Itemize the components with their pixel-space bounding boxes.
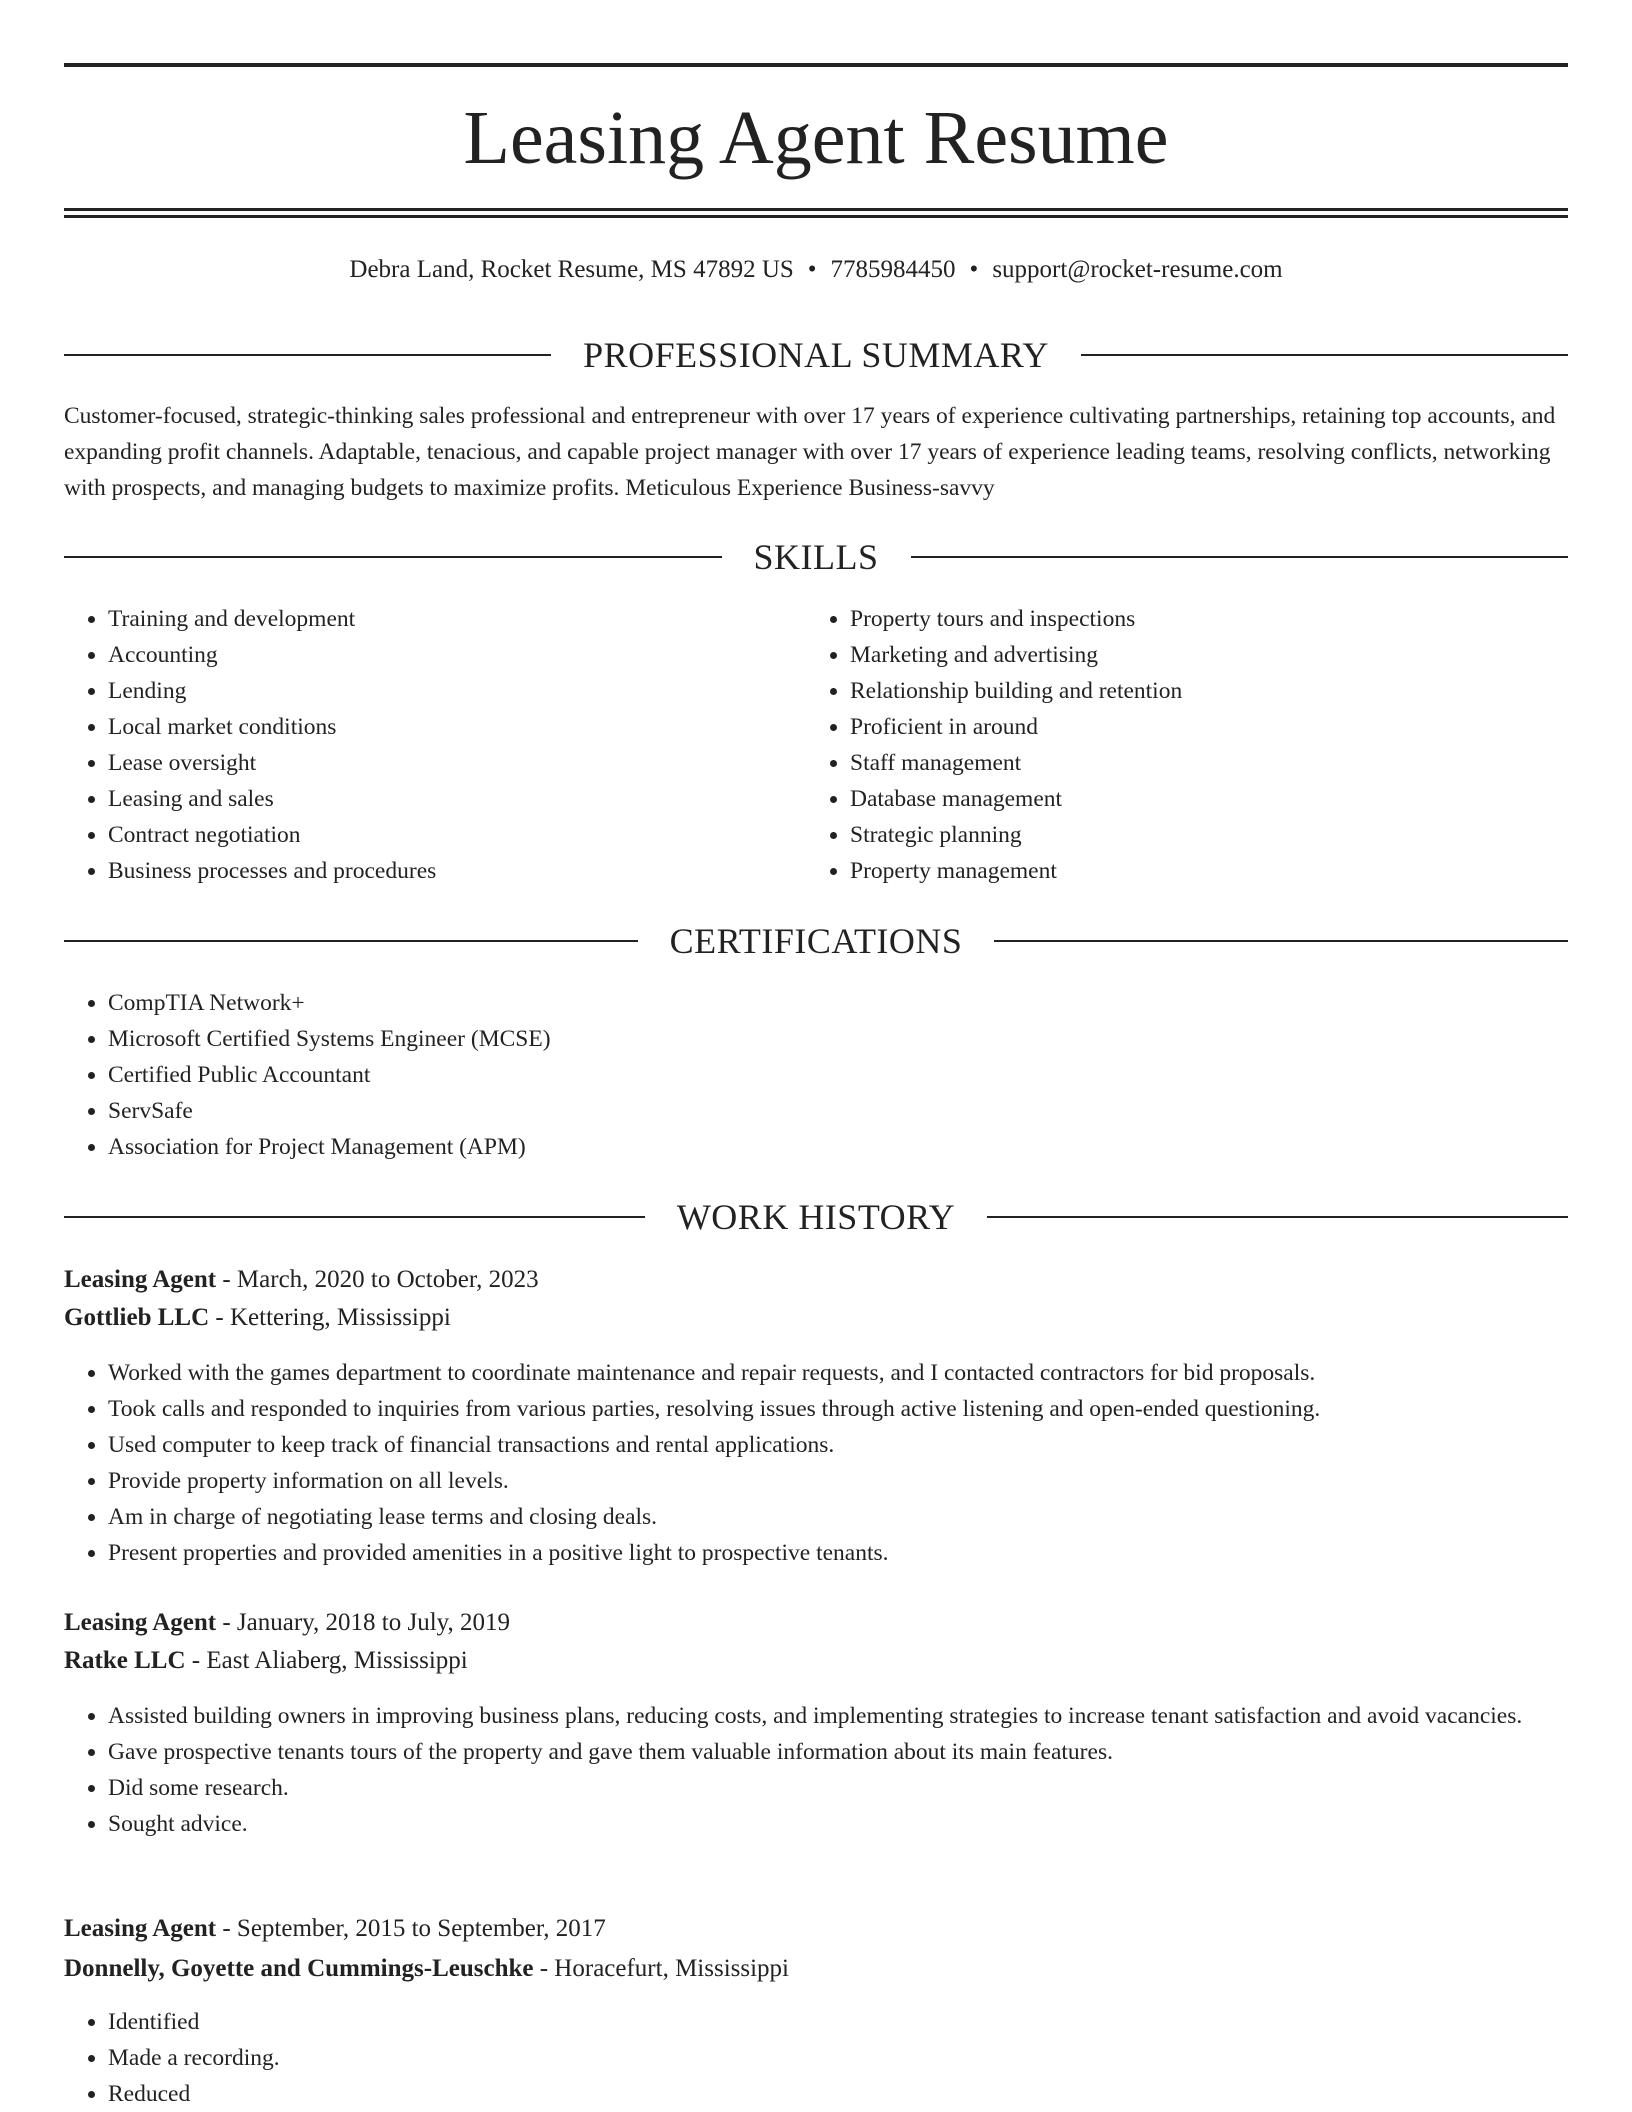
certification-item: • Association for Project Management (APM) bbox=[108, 1129, 1568, 1165]
title-double-rule-lower bbox=[64, 215, 1568, 218]
section-rule bbox=[64, 1216, 645, 1218]
skills-list-right bbox=[806, 601, 1566, 889]
job-location: - Kettering, Mississippi bbox=[209, 1304, 451, 1331]
section-header-summary bbox=[64, 333, 1568, 377]
section-title-summary: PROFESSIONAL SUMMARY bbox=[583, 335, 1049, 375]
skill-item: • Training and development bbox=[108, 601, 804, 637]
job-bullets bbox=[64, 1698, 1568, 1842]
contact-phone: 7785984450 bbox=[830, 256, 956, 283]
job-role-line bbox=[64, 1911, 1568, 1947]
job-bullets bbox=[64, 1355, 1568, 1571]
section-header-skills bbox=[64, 535, 1568, 579]
skill-item: • Lending bbox=[108, 673, 804, 709]
skill-item: • Contract negotiation bbox=[108, 817, 804, 853]
skill-item: • Property management bbox=[850, 853, 1566, 889]
job-bullet: • Reduced bbox=[108, 2076, 1568, 2112]
job-role-line bbox=[64, 1262, 1568, 1298]
skills-column-right bbox=[806, 601, 1566, 889]
job-bullet: • Did some research. bbox=[108, 1770, 1568, 1806]
certification-item: • Microsoft Certified Systems Engineer (MCSE) bbox=[108, 1021, 1568, 1057]
job-bullet: • Took calls and responded to inquiries from various parties, resolving issues through active listening and open-ended questioning. bbox=[108, 1391, 1568, 1427]
job-location: - East Aliaberg, Mississippi bbox=[185, 1647, 468, 1674]
job-dates: - March, 2020 to October, 2023 bbox=[216, 1266, 539, 1293]
skills-column-left bbox=[64, 601, 804, 889]
skills-list-left bbox=[64, 601, 804, 889]
skill-item: • Staff management bbox=[850, 745, 1566, 781]
job-bullet: • Assisted building owners in improving business plans, reducing costs, and implementing strategies to increase tenant satisfaction and avoid vacancies. bbox=[108, 1698, 1568, 1734]
section-rule bbox=[1081, 354, 1568, 356]
job-role: Leasing Agent bbox=[64, 1915, 217, 1942]
section-title-certifications: CERTIFICATIONS bbox=[669, 921, 963, 961]
section-header-work-history bbox=[64, 1195, 1568, 1239]
job-bullet: • Worked with the games department to coordinate maintenance and repair requests, and I contacted contractors for bid proposals. bbox=[108, 1355, 1568, 1391]
section-rule bbox=[64, 556, 722, 558]
job-role-line bbox=[64, 1605, 1568, 1641]
section-header-certifications bbox=[64, 919, 1568, 963]
job-bullet: • Gave prospective tenants tours of the property and gave them valuable information about its main features. bbox=[108, 1734, 1568, 1770]
job-bullet-list bbox=[64, 2004, 1568, 2112]
skill-item: • Marketing and advertising bbox=[850, 637, 1566, 673]
job-bullet: • Am in charge of negotiating lease terms and closing deals. bbox=[108, 1499, 1568, 1535]
certification-item: • ServSafe bbox=[108, 1093, 1568, 1129]
certifications-list bbox=[64, 985, 1568, 1165]
skill-item: • Property tours and inspections bbox=[850, 601, 1566, 637]
certification-item: • CompTIA Network+ bbox=[108, 985, 1568, 1021]
job-bullet-list bbox=[64, 1355, 1568, 1571]
job-bullet: • Identified bbox=[108, 2004, 1568, 2040]
skill-item: • Relationship building and retention bbox=[850, 673, 1566, 709]
contact-separator: • bbox=[807, 256, 817, 283]
section-rule bbox=[64, 354, 551, 356]
skill-item: • Proficient in around bbox=[850, 709, 1566, 745]
summary-text: Customer-focused, strategic-thinking sales professional and entrepreneur with over 17 years of experience cultivating partnerships, retaining top accounts, and expanding profit channels. Adaptable, tenacious, and capable project manager with over 17 years of experience leading teams, resolving conflicts, networking with prospects, and managing budgets to maximize profits. Meticulous Experience Business-savvy bbox=[64, 403, 1556, 501]
job-dates: - September, 2015 to September, 2017 bbox=[216, 1915, 606, 1942]
section-title-skills: SKILLS bbox=[753, 537, 879, 577]
job-role: Leasing Agent bbox=[64, 1609, 217, 1636]
job-company: Ratke LLC bbox=[64, 1647, 186, 1674]
job-dates: - January, 2018 to July, 2019 bbox=[216, 1609, 511, 1636]
job-bullet: • Provide property information on all levels. bbox=[108, 1463, 1568, 1499]
job-company-line bbox=[64, 1643, 1568, 1679]
contact-email: support@rocket-resume.com bbox=[992, 256, 1283, 283]
job-bullet-list bbox=[64, 1698, 1568, 1842]
skill-item: • Accounting bbox=[108, 637, 804, 673]
job-location: - Horacefurt, Mississippi bbox=[533, 1955, 790, 1982]
section-rule bbox=[987, 1216, 1568, 1218]
job-bullet: • Made a recording. bbox=[108, 2040, 1568, 2076]
certifications-block bbox=[64, 985, 1568, 1165]
job-bullets bbox=[64, 2004, 1568, 2112]
job-bullet: • Sought advice. bbox=[108, 1806, 1568, 1842]
job-company-line bbox=[64, 1300, 1568, 1336]
top-rule bbox=[64, 63, 1568, 67]
section-title-work-history: WORK HISTORY bbox=[676, 1197, 956, 1237]
job-bullet: • Used computer to keep track of financial transactions and rental applications. bbox=[108, 1427, 1568, 1463]
job-company: Gottlieb LLC bbox=[64, 1304, 210, 1331]
skill-item: • Strategic planning bbox=[850, 817, 1566, 853]
skill-item: • Local market conditions bbox=[108, 709, 804, 745]
job-role: Leasing Agent bbox=[64, 1266, 217, 1293]
skill-item: • Lease oversight bbox=[108, 745, 804, 781]
section-rule bbox=[911, 556, 1569, 558]
skill-item: • Business processes and procedures bbox=[108, 853, 804, 889]
skill-item: • Database management bbox=[850, 781, 1566, 817]
title-double-rule-upper bbox=[64, 208, 1568, 211]
page-title: Leasing Agent Resume bbox=[463, 96, 1169, 180]
certification-item: • Certified Public Accountant bbox=[108, 1057, 1568, 1093]
section-rule bbox=[64, 940, 638, 942]
contact-address: Debra Land, Rocket Resume, MS 47892 US bbox=[349, 256, 794, 283]
job-bullet: • Present properties and provided amenities in a positive light to prospective tenants. bbox=[108, 1535, 1568, 1571]
job-company-line bbox=[64, 1951, 1568, 1987]
job-company: Donnelly, Goyette and Cummings-Leuschke bbox=[64, 1955, 534, 1982]
section-rule bbox=[994, 940, 1568, 942]
contact-line bbox=[64, 252, 1568, 288]
skill-item: • Leasing and sales bbox=[108, 781, 804, 817]
contact-separator: • bbox=[969, 256, 979, 283]
